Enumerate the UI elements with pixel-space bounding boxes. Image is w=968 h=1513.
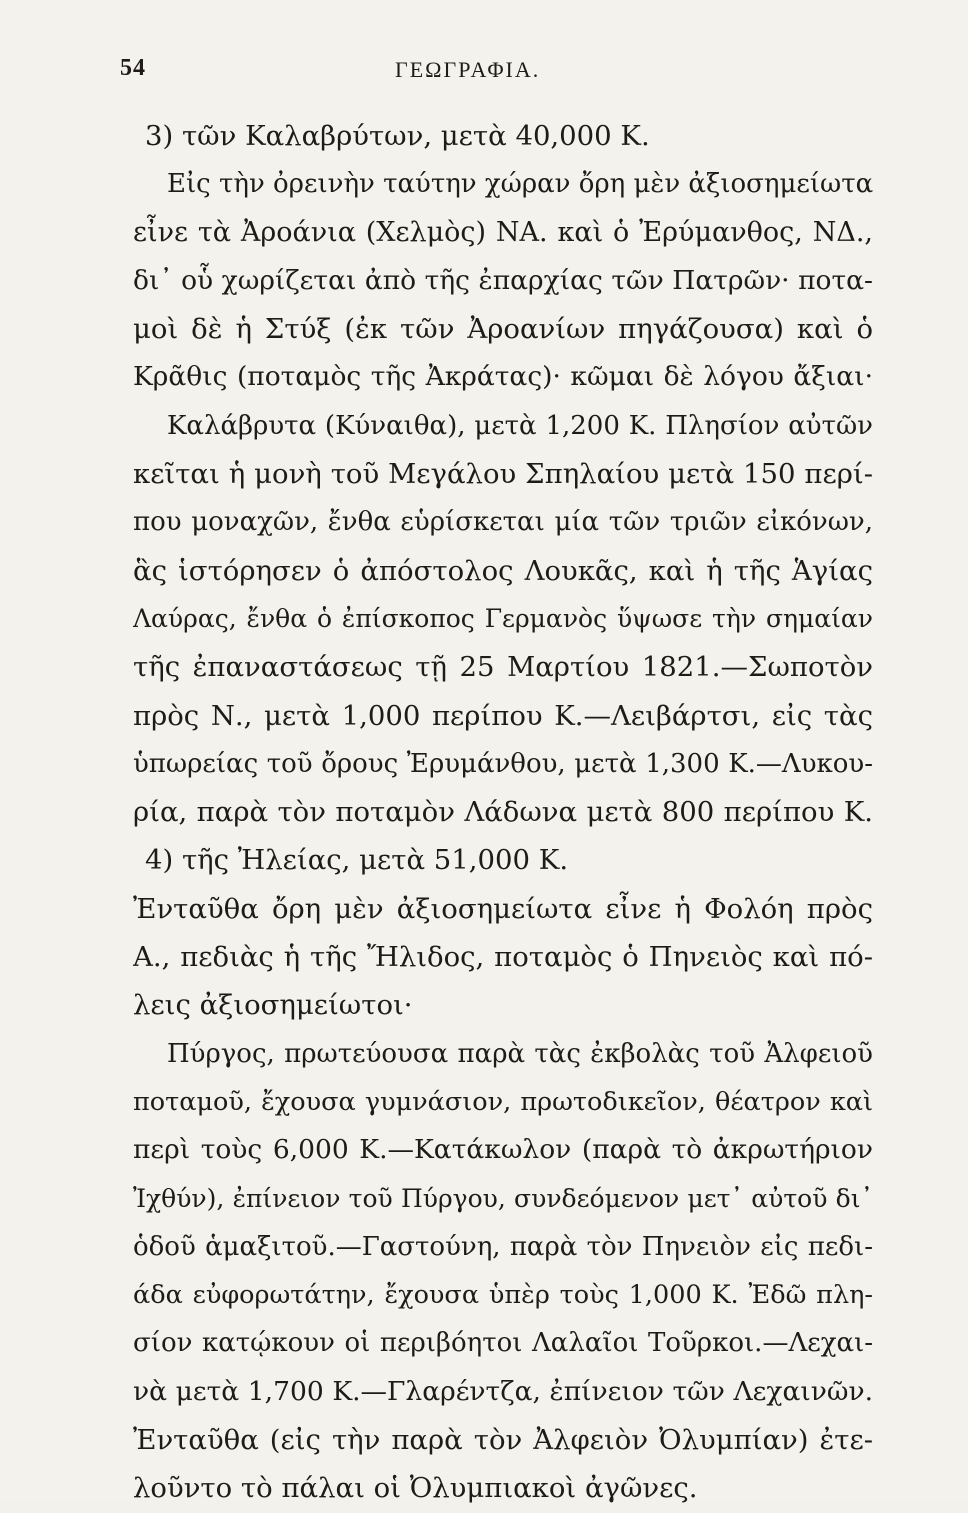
text-line: άδα εὐφορωτάτην, ἔχουσα ὑπὲρ τοὺς 1,000 Κ. Ἐδῶ πλη- [133,1280,873,1311]
text-line: ὁδοῦ ἁμαξιτοῦ.—Γαστούνη, παρὰ τὸν Πηνειὸν εἰς πεδι- [133,1231,873,1262]
text-line: εἶνε τὰ Ἀροάνια (Χελμὸς) ΝΑ. καὶ ὁ Ἐρύμανθος, ΝΔ., [133,216,873,248]
text-line: Α., πεδιὰς ἡ τῆς Ἤλιδος, ποταμὸς ὁ Πηνειὸς καὶ πό- [133,941,873,974]
text-line: κεῖται ἡ μονὴ τοῦ Μεγάλου Σπηλαίου μετὰ 150 περί- [133,458,873,491]
text-line: ρία, παρὰ τὸν ποταμὸν Λάδωνα μετὰ 800 περίπου Κ. [133,796,873,829]
text-line: Ἐνταῦθα (εἰς τὴν παρὰ τὸν Ἀλφειὸν Ὀλυμπίαν) ἐτε- [133,1424,873,1457]
text-line: ποταμοῦ, ἔχουσα γυμνάσιον, πρωτοδικεῖον, θέατρον καὶ [133,1086,873,1117]
text-line: Πύργος, πρωτεύουσα παρὰ τὰς ἐκβολὰς τοῦ Ἀλφειοῦ [167,1038,873,1069]
text-line: Ἐνταῦθα ὄρη μὲν ἀξιοσημείωτα εἶνε ἡ Φολόη πρὸς [133,892,873,925]
text-line: ἃς ἱστόρησεν ὁ ἀπόστολος Λουκᾶς, καὶ ἡ τῆς Ἁγίας [133,554,873,587]
text-line: Καλάβρυτα (Κύναιθα), μετὰ 1,200 Κ. Πλησίον αὐτῶν [167,410,873,441]
running-title: ΓΕΩΓΡΑΦΙΑ. [395,57,541,82]
text-line: λοῦντο τὸ πάλαι οἱ Ὀλυμπιακοὶ ἀγῶνες. [133,1472,698,1505]
text-line: λεις ἀξιοσημείωτοι· [133,989,413,1022]
text-line: τῆς ἐπαναστάσεως τῇ 25 Μαρτίου 1821.—Σωποτὸν [133,651,873,684]
section-heading-ileia: 4) τῆς Ἠλείας, μετὰ 51,000 Κ. [145,844,569,877]
text-line: Κρᾶθις (ποταμὸς τῆς Ἀκράτας)· κῶμαι δὲ λόγου ἄξιαι· [133,361,873,393]
body-text [133,112,873,1513]
text-line: που μοναχῶν, ἔνθα εὑρίσκεται μία τῶν τριῶν εἰκόνων, [133,507,873,538]
section-heading-kalavryta: 3) τῶν Καλαβρύτων, μετὰ 40,000 Κ. [145,120,650,152]
text-line: σίον κατῴκουν οἱ περιβόητοι Λαλαῖοι Τοῦρκοι.—Λεχαι- [133,1328,873,1359]
text-line: Λαύρας, ἔνθα ὁ ἐπίσκοπος Γερμανὸς ὕψωσε τὴν σημαίαν [133,603,873,633]
text-line: Εἰς τὴν ὀρεινὴν ταύτην χώραν ὄρη μὲν ἀξιοσημείωτα [167,169,873,200]
page-header [0,55,968,89]
text-line: νὰ μετὰ 1,700 Κ.—Γλαρέντζα, ἐπίνειον τῶν Λεχαινῶν. [133,1375,873,1407]
page-number: 54 [120,55,146,81]
text-line: περὶ τοὺς 6,000 Κ.—Κατάκωλον (παρὰ τὸ ἀκρωτήριον [133,1134,873,1166]
text-line: πρὸς Ν., μετὰ 1,000 περίπου Κ.—Λειβάρτσι, εἰς τὰς [133,699,873,732]
text-line: δι᾽ οὗ χωρίζεται ἀπὸ τῆς ἐπαρχίας τῶν Πατρῶν· ποτα- [133,264,873,296]
text-line: μοὶ δὲ ἡ Στύξ (ἐκ τῶν Ἀροανίων πηγάζουσα) καὶ ὁ [133,313,873,346]
text-line: ὑπωρείας τοῦ ὄρους Ἐρυμάνθου, μετὰ 1,300 Κ.—Λυκου- [133,748,873,779]
text-line: Ἰχθύν), ἐπίνειον τοῦ Πύργου, συνδεόμενον μετ᾽ αὐτοῦ δι᾽ [133,1183,873,1213]
